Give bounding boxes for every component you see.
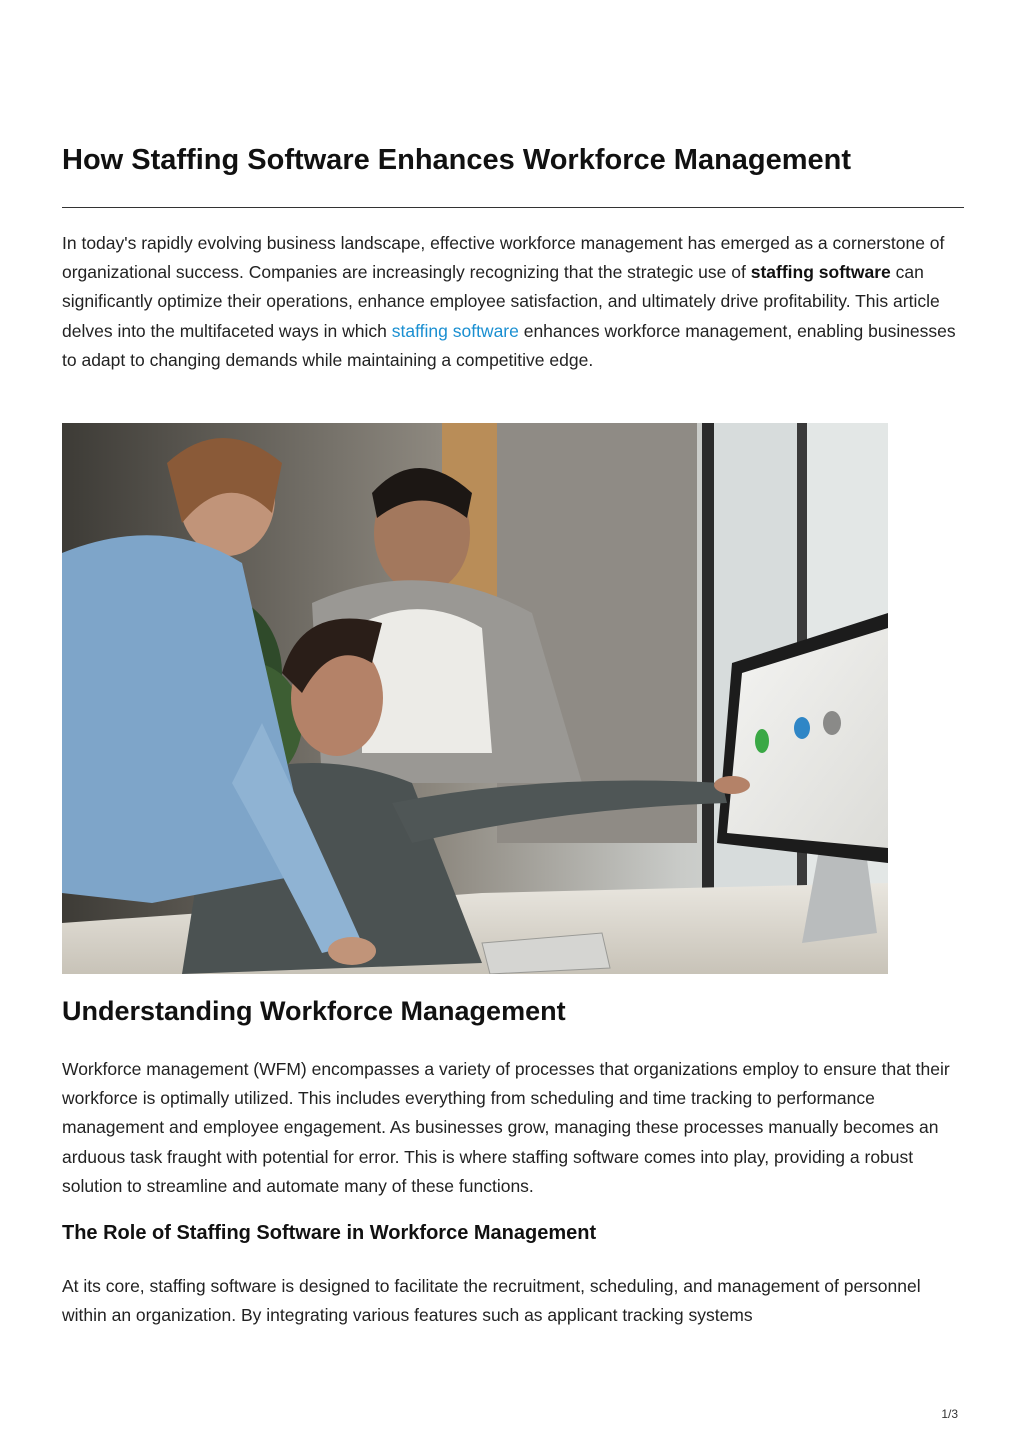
intro-text-2: can significantly optimize their operations, enhance employee satisfaction, and ultimately drive profitability. This article delves into the multifaceted ways in which xyxy=(62,262,940,341)
title-divider xyxy=(62,207,964,208)
section-paragraph-role: At its core, staffing software is designed to facilitate the recruitment, scheduling, and management of personnel within an organization. By integrating various features such as applicant tracking systems xyxy=(62,1276,921,1326)
intro-bold-term: staffing software xyxy=(750,262,891,283)
section-heading-understanding: Understanding Workforce Management xyxy=(62,996,566,1026)
section-heading-role: The Role of Staffing Software in Workforce Management xyxy=(62,1222,597,1244)
intro-paragraph xyxy=(62,229,964,375)
staffing-software-link[interactable]: staffing software xyxy=(391,320,519,341)
section-paragraph-understanding: Workforce management (WFM) encompasses a variety of processes that organizations employ to ensure that their workforce is optimally utilized. This includes everything from scheduling and time tracking to performance management and employee engagement. As businesses grow, managing these processes manually becomes an arduous task fraught with potential for error. This is where staffing software comes into play, providing a robust solution to streamline and automate many of these functions. xyxy=(62,1059,950,1196)
office-team-photo xyxy=(62,423,888,974)
intro-text-1: In today's rapidly evolving business landscape, effective workforce management has emerged as a cornerstone of organizational success. Companies are increasingly recognizing that the strategic use of xyxy=(62,233,945,283)
intro-text-3: enhances workforce management, enabling businesses to adapt to changing demands while maintaining a competitive edge. xyxy=(62,320,956,370)
page-title: How Staffing Software Enhances Workforce Management xyxy=(62,144,852,176)
page-number: 1/3 xyxy=(941,1407,958,1421)
